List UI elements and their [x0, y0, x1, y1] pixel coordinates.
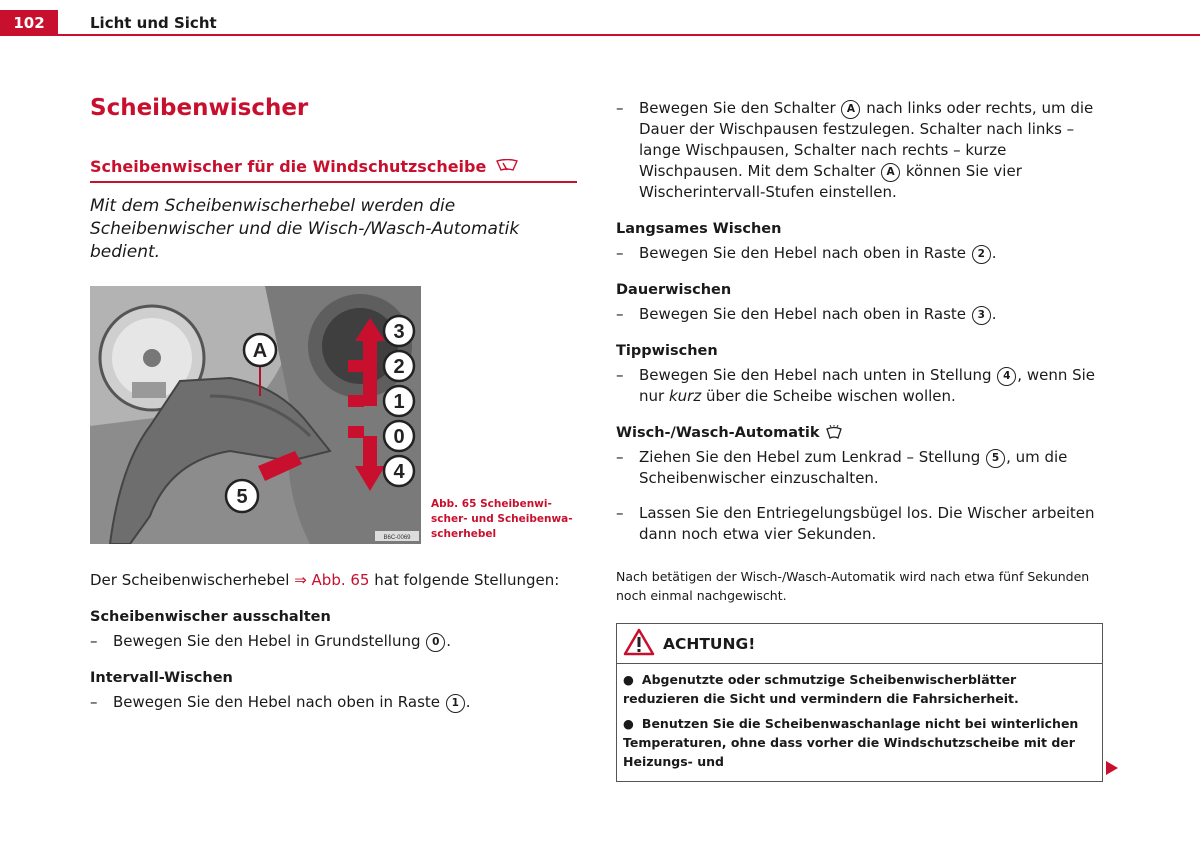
- subsection-title: [90, 157, 577, 183]
- section-title: Scheibenwischer: [90, 95, 309, 121]
- heading-tipp: Tippwischen: [616, 343, 718, 359]
- dash: –: [616, 99, 624, 117]
- chapter-title: Licht und Sicht: [90, 14, 217, 32]
- bullet-icon: ●: [623, 672, 634, 687]
- text-span: über die Scheibe wischen wollen.: [701, 387, 956, 405]
- left-column: [90, 95, 577, 713]
- figure-code: B6C-0069: [383, 535, 411, 541]
- list-item: [616, 243, 1103, 264]
- position-badge: 2: [972, 245, 991, 264]
- text-span: hat folgende Stellungen:: [369, 571, 560, 589]
- washer-icon: [825, 425, 843, 441]
- position-badge: 5: [986, 449, 1005, 468]
- text-span: .: [991, 244, 997, 262]
- lever-positions-text: [90, 570, 577, 591]
- wiper-icon: [496, 158, 518, 177]
- heading-dauer: Dauerwischen: [616, 282, 732, 298]
- warning-item: [623, 670, 1096, 708]
- warning-title: ACHTUNG!: [663, 634, 756, 653]
- list-item: [616, 365, 1103, 407]
- warning-triangle-icon: [623, 628, 655, 660]
- dash: –: [616, 504, 624, 522]
- text-span: können Sie vier Wischerintervall-Stufen einstellen.: [639, 162, 1022, 201]
- wiper-lever-figure: [90, 286, 421, 544]
- heading-automatik-text: Wisch-/Wasch-Automatik: [616, 425, 820, 441]
- dash: –: [90, 693, 98, 711]
- dash: –: [616, 448, 624, 466]
- text-span: Lassen Sie den Entriegelungsbügel los. Die Wischer arbeiten dann noch etwa vier Sekunden.: [639, 504, 1095, 543]
- page-header: [0, 0, 1200, 38]
- text-span: Der Scheibenwischerhebel: [90, 571, 295, 589]
- figure-caption: [431, 497, 573, 542]
- figure-label-0: 0: [393, 426, 405, 448]
- warning-box: [616, 623, 1103, 782]
- text-span: Bewegen Sie den Hebel in Grundstellung: [113, 632, 426, 650]
- text-span: .: [991, 305, 997, 323]
- warning-item: [623, 714, 1096, 771]
- bullet-icon: ●: [623, 716, 634, 731]
- list-item: [616, 503, 1103, 545]
- caption-line: scher- und Scheibenwa-: [431, 513, 573, 525]
- figure-row: [90, 286, 577, 544]
- page-number: 102: [0, 10, 58, 36]
- emphasis: kurz: [668, 387, 702, 405]
- warning-text: Abgenutzte oder schmutzige Scheibenwischerblätter reduzieren die Sicht und vermindern die Fahrsicherheit.: [623, 672, 1019, 706]
- dash: –: [616, 305, 624, 323]
- right-column: [616, 98, 1103, 782]
- dash: –: [90, 632, 98, 650]
- dash: –: [616, 244, 624, 262]
- position-badge: 1: [446, 694, 465, 713]
- text-span: .: [465, 693, 471, 711]
- list-item: [616, 447, 1103, 489]
- figure-label-4: 4: [393, 461, 405, 483]
- figure-ref-link[interactable]: Abb. 65: [306, 571, 370, 589]
- note-text: Nach betätigen der Wisch-/Wasch-Automatik wird nach etwa fünf Sekunden noch einmal nachgewischt.: [616, 569, 1090, 603]
- dash: –: [616, 366, 624, 384]
- caption-line: scherhebel: [431, 528, 497, 540]
- header-rule: [58, 34, 1200, 36]
- text-span: , um die Scheibenwischer einzuschalten.: [639, 448, 1068, 487]
- figure-label-a: A: [252, 340, 268, 362]
- figure-ref-arrow[interactable]: ⇒: [294, 571, 307, 589]
- warning-body: [617, 664, 1102, 781]
- caption-line: Abb. 65 Scheibenwi-: [431, 498, 552, 510]
- text-span: Bewegen Sie den Hebel nach oben in Raste: [639, 244, 971, 262]
- heading-aus: Scheibenwischer ausschalten: [90, 609, 331, 625]
- switch-a-badge: A: [881, 163, 900, 182]
- text-span: .: [446, 632, 452, 650]
- subsection-title-text: Scheibenwischer für die Windschutzscheibe: [90, 157, 487, 176]
- figure-label-2: 2: [393, 356, 405, 378]
- heading-langsam: Langsames Wischen: [616, 221, 782, 237]
- list-item: [616, 98, 1103, 203]
- heading-intervall: Intervall-Wischen: [90, 670, 233, 686]
- position-badge: 0: [426, 633, 445, 652]
- list-item: [90, 631, 577, 652]
- text-span: Bewegen Sie den Hebel nach oben in Raste: [639, 305, 971, 323]
- intro-text: Mit dem Scheibenwischerhebel werden die Scheibenwischer und die Wisch-/Wasch-Automatik bedient.: [90, 196, 520, 262]
- warning-header: [617, 624, 1102, 664]
- figure-label-1: 1: [393, 391, 405, 413]
- position-badge: 3: [972, 306, 991, 325]
- text-span: Bewegen Sie den Hebel nach oben in Raste: [113, 693, 445, 711]
- figure-label-3: 3: [393, 321, 405, 343]
- position-badge: 4: [997, 367, 1016, 386]
- warning-text: Benutzen Sie die Scheibenwaschanlage nicht bei winterlichen Temperaturen, ohne dass vorher die Windschutzscheibe mit der Heizungs- und: [623, 716, 1079, 769]
- text-span: Bewegen Sie den Hebel nach unten in Stellung: [639, 366, 997, 384]
- text-span: Ziehen Sie den Hebel zum Lenkrad – Stellung: [639, 448, 986, 466]
- continue-arrow-icon: [1106, 760, 1118, 779]
- switch-a-badge: A: [841, 100, 860, 119]
- text-span: Bewegen Sie den Schalter: [639, 99, 841, 117]
- text-span: , wenn Sie nur: [639, 366, 1096, 405]
- text-span: nach links oder rechts, um die Dauer der Wischpausen festzulegen. Schalter nach links – lange Wischpausen, Schalter nach rechts – kurze Wischpausen. Mit dem Schalter: [639, 99, 1094, 180]
- heading-automatik: [616, 425, 1103, 441]
- figure-label-5: 5: [236, 486, 248, 508]
- list-item: [616, 304, 1103, 325]
- list-item: [90, 692, 577, 713]
